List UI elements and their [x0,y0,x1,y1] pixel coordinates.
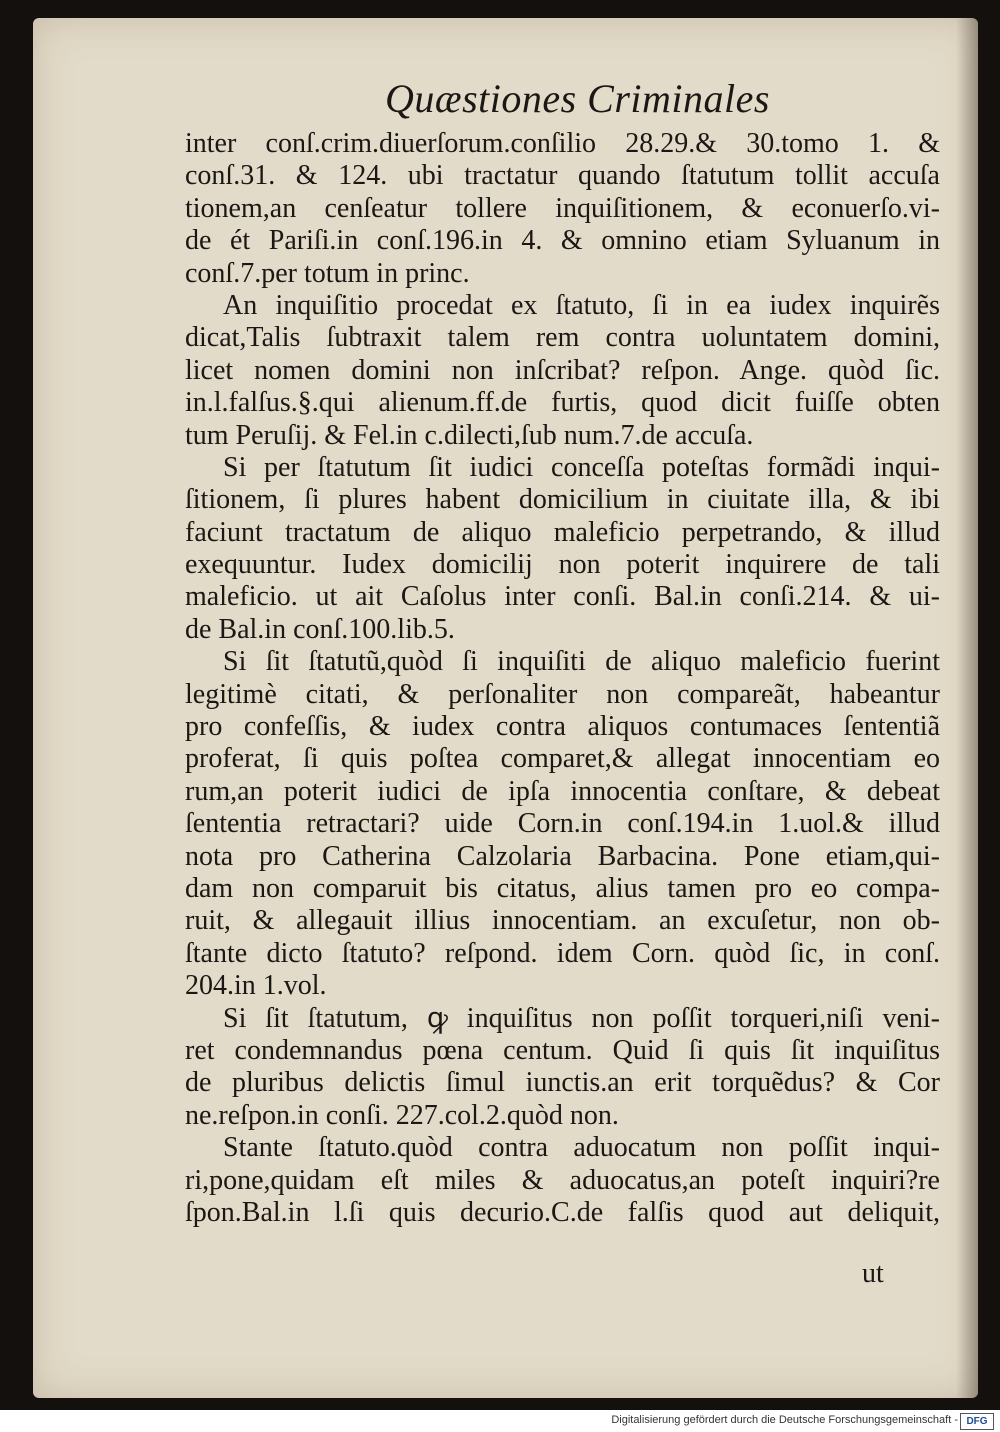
dfg-logo-icon: DFG [960,1413,994,1430]
text-line: licet nomen domini non inſcribat? reſpon. Ange. quòd ſic. [185,354,940,386]
text-line: ſpon.Bal.in l.ſi quis decurio.C.de falſis quod aut deliquit, [185,1196,940,1228]
text-line: maleficio. ut ait Caſolus inter conſi. Bal.in conſi.214. & ui- [185,581,940,613]
text-line: rum,an poterit iudici de ipſa innocentia conſtare, & debeat [185,775,940,807]
text-line: Si ſit ſtatutum, ꝙ inquiſitus non poſſit torqueri,niſi veni- [223,1002,940,1034]
funding-credit: Digitalisierung gefördert durch die Deutsche Forschungsgemeinschaft - [611,1414,958,1426]
running-head: Quæstiones Criminales [385,76,770,121]
text-line: 204.in 1.vol. [185,970,327,1002]
text-line: ruit, & allegauit illius innocentiam. an excuſetur, non ob- [185,905,940,937]
text-line: exequuntur. Iudex domicilij non poterit inquirere de tali [185,549,940,581]
text-line: pro confeſſis, & iudex contra aliquos contumaces ſententiã [185,711,940,743]
text-line: in.l.falſus.§.qui alienum.ff.de furtis, quod dicit fuiſſe obten [185,387,940,419]
text-line: ſtante dicto ſtatuto? reſpond. idem Corn. quòd ſic, in conſ. [185,937,940,969]
text-line: An inquiſitio procedat ex ſtatuto, ſi in ea iudex inquirẽs [223,289,940,321]
text-line: tum Peruſij. & Fel.in c.dilecti,ſub num.7.de accuſa. [185,419,754,451]
catchword: ut [862,1258,884,1289]
text-line: ret condemnandus pœna centum. Quid ſi quis ſit inquiſitus [185,1034,940,1066]
page-gutter-shadow [956,18,978,1398]
text-line: inter conſ.crim.diuerſorum.conſilio 28.29.& 30.tomo 1. & [185,128,940,159]
text-line: Si per ſtatutum ſit iudici conceſſa poteſtas formãdi inqui- [223,451,940,483]
text-line: conſ.7.per totum in princ. [185,257,470,289]
text-line: legitimè citati, & perſonaliter non compareãt, habeantur [185,678,940,710]
text-line: dicat,Talis ſubtraxit talem rem contra uoluntatem domini, [185,322,940,354]
text-line: dam non comparuit bis citatus, alius tamen pro eo compa- [185,872,940,904]
text-line: ri,pone,quidam eſt miles & aduocatus,an poteſt inquiri?re [185,1164,940,1196]
digitization-footer [0,1410,1000,1432]
page-body-text [185,128,940,1229]
text-line: de ét Pariſi.in conſ.196.in 4. & omnino etiam Syluanum in [185,225,940,257]
text-line: Stante ſtatuto.quòd contra aduocatum non poſſit inqui- [223,1132,940,1164]
text-line: de Bal.in conſ.100.lib.5. [185,613,455,645]
text-line: ſententia retractari? uide Corn.in conſ.194.in 1.uol.& illud [185,808,940,840]
text-line: nota pro Catherina Calzolaria Barbacina. Pone etiam,qui- [185,840,940,872]
text-line: de pluribus delictis ſimul iunctis.an erit torquẽdus? & Cor [185,1067,940,1099]
text-line: ſitionem, ſi plures habent domicilium in ciuitate illa, & ibi [185,484,940,516]
text-line: ne.reſpon.in conſi. 227.col.2.quòd non. [185,1099,619,1131]
text-line: Si ſit ſtatutũ,quòd ſi inquiſiti de aliquo maleficio fuerint [223,646,940,678]
text-line: proferat, ſi quis poſtea comparet,& allegat innocentiam eo [185,743,940,775]
text-line: tionem,an cenſeatur tollere inquiſitionem, & econuerſo.vi- [185,192,940,224]
text-line: faciunt tractatum de aliquo maleficio perpetrando, & illud [185,516,940,548]
text-line: conſ.31. & 124. ubi tractatur quando ſtatutum tollit accuſa [185,160,940,192]
